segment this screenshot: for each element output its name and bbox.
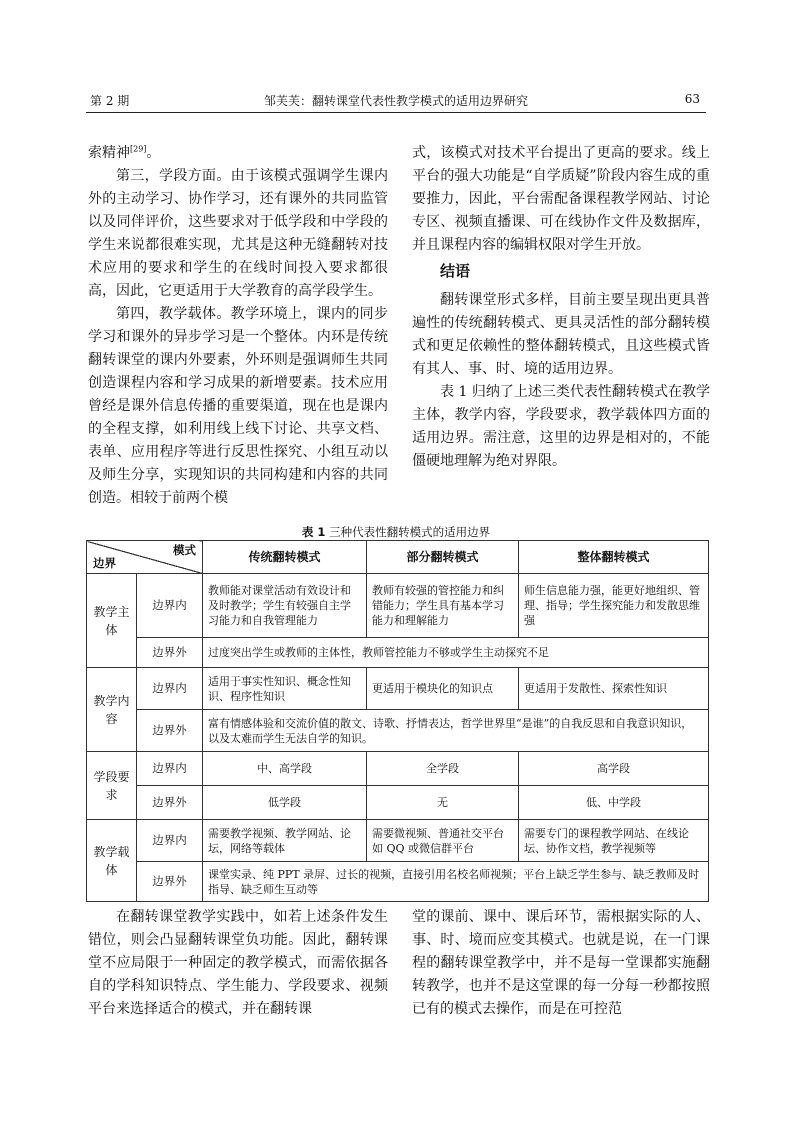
paragraph: 翻转课堂形式多样，目前主要呈现出更具普遍性的传统翻转模式、更具灵活性的部分翻转模式和更足依赖性的整体翻转模式，且这些模式皆有其人、事、时、境的适用边界。 (412, 292, 710, 377)
paragraph: 式，该模式对技术平台提出了更高的要求。线上平台的强大功能是“自学质疑”阶段内容生成的重要推力，因此，平台需配备课程教学网站、讨论专区、视频直播课、可在线协作文件及数据库，并且课程内容的编辑权限对学生开放。 (412, 145, 710, 253)
right-column (412, 142, 710, 473)
inner-label: 边界内 (137, 752, 203, 786)
table-cell: 中、高学段 (203, 752, 367, 786)
table-cell: 过度突出学生或教师的主体性，教师管控能力不够或学生主动探究不足 (203, 638, 709, 668)
table-cell: 低、中学段 (519, 786, 709, 820)
table-cell: 无 (367, 786, 519, 820)
paragraph-text: 索精神 (88, 145, 130, 161)
paragraph: 表 1 归纳了上述三类代表性翻转模式在教学主体，教学内容，学段要求，教学载体四方面的适用边界。需注意，这里的边界是相对的，不能僵硬地理解为绝对界限。 (412, 384, 710, 469)
boundary-table (86, 540, 709, 902)
table-cell: 全学段 (367, 752, 519, 786)
table-caption-label: 表 1 (301, 525, 326, 539)
corner-label-boundary: 边界 (93, 556, 116, 570)
table-cell: 更适用于发散性、探索性知识 (519, 668, 709, 710)
table-cell: 需要微视频、普通社交平台如 QQ 或微信群平台 (367, 820, 519, 862)
journal-issue: 第 2 期 (90, 94, 130, 108)
left-column (88, 142, 388, 510)
table-row (87, 752, 709, 786)
inner-label: 边界内 (137, 820, 203, 862)
table-row (87, 820, 709, 862)
section-title: 结语 (440, 262, 471, 280)
col-header: 部分翻转模式 (367, 541, 519, 574)
table-row (87, 638, 709, 668)
table-row (87, 786, 709, 820)
table-row (87, 710, 709, 752)
inner-label: 边界内 (137, 574, 203, 638)
table-cell: 需要专门的课程教学网站、在线论坛、协作文档，教学视频等 (519, 820, 709, 862)
table-row (87, 668, 709, 710)
category-cell: 学段要求 (87, 752, 137, 820)
table-cell: 课堂实录、纯 PPT 录屏、过长的视频，直接引用名校名师视频；平台上缺乏学生参与、缺乏教师及时指导、缺乏师生互动等 (203, 862, 709, 902)
outer-label: 边界外 (137, 638, 203, 668)
col-header: 整体翻转模式 (519, 541, 709, 574)
table-row (87, 862, 709, 902)
page-number: 63 (684, 92, 700, 106)
paragraph (88, 142, 388, 165)
table-caption (86, 524, 706, 540)
corner-label-mode: 模式 (173, 543, 196, 557)
table-header-row (87, 541, 709, 574)
category-cell: 教学主体 (87, 574, 137, 668)
table-cell: 高学段 (519, 752, 709, 786)
table-cell: 教师有较强的管控能力和纠错能力；学生具有基本学习能力和理解能力 (367, 574, 519, 638)
table-cell: 低学段 (203, 786, 367, 820)
category-cell: 教学内容 (87, 668, 137, 752)
citation: [29] (130, 144, 147, 154)
table-cell: 适用于事实性知识、概念性知识、程序性知识 (203, 668, 367, 710)
table-cell: 师生信息能力强，能更好地组织、管理、指导；学生探究能力和发散思维强 (519, 574, 709, 638)
category-cell: 教学载体 (87, 820, 137, 902)
table-caption-text: 三种代表性翻转模式的适用边界 (329, 525, 491, 539)
paragraph: 堂的课前、课中、课后环节，需根据实际的人、事、时、境而应变其模式。也就是说，在一门课程的翻转课堂教学中，并不是每一堂课都实施翻转教学，也并不是这堂课的每一分每一秒都按照已有的模式去操作，而是在可控范 (412, 909, 710, 1017)
table-cell: 教师能对课堂活动有效设计和及时教学；学生有较强自主学习能力和自我管理能力 (203, 574, 367, 638)
table-cell: 富有情感体验和交流价值的散文、诗歌、抒情表达，哲学世界里“是谁”的自我反思和自我意识知识，以及太难而学生无法自学的知识。 (203, 710, 709, 752)
inner-label: 边界内 (137, 668, 203, 710)
paragraph: 第三，学段方面。由于该模式强调学生课内外的主动学习、协作学习，还有课外的共同监管以及同伴评价，这些要求对于低学段和中学段的学生来说都很难实现，尤其是这种无缝翻转对技术应用的要求和学生的在线时间投入要求都很高，因此，它更适用于大学教育的高学段学生。 (88, 168, 388, 299)
outer-label: 边界外 (137, 786, 203, 820)
running-header (86, 92, 706, 114)
header-rule (86, 112, 706, 113)
running-title: 邹芙芙：翻转课堂代表性教学模式的适用边界研究 (263, 94, 528, 108)
bottom-right-column (412, 906, 710, 1021)
table-corner-cell (87, 541, 203, 574)
col-header: 传统翻转模式 (203, 541, 367, 574)
outer-label: 边界外 (137, 710, 203, 752)
table-cell: 需要教学视频、教学网站、论坛，网络等载体 (203, 820, 367, 862)
table-cell: 更适用于模块化的知识点 (367, 668, 519, 710)
table-row (87, 574, 709, 638)
bottom-left-column (88, 906, 388, 1021)
paragraph-text: 。 (146, 145, 161, 161)
paragraph: 在翻转课堂教学实践中，如若上述条件发生错位，则会凸显翻转课堂负功能。因此，翻转课堂不应局限于一种固定的教学模式，而需依据各自的学科知识特点、学生能力、学段要求、视频平台来选择适合的模式，并在翻转课 (88, 909, 388, 1017)
paragraph: 第四，教学载体。教学环境上，课内的同步学习和课外的异步学习是一个整体。内环是传统翻转课堂的课内外要素，外环则是强调师生共同创造课程内容和学习成果的新增要素。技术应用曾经是课外信息传播的重要渠道，现在也是课内的全程支撑，如利用线上线下讨论、共享文档、表单、应用程序等进行反思性探究、小组互动以及师生分享，实现知识的共同构建和内容的共同创造。相较于前两个模 (88, 306, 388, 506)
outer-label: 边界外 (137, 862, 203, 902)
